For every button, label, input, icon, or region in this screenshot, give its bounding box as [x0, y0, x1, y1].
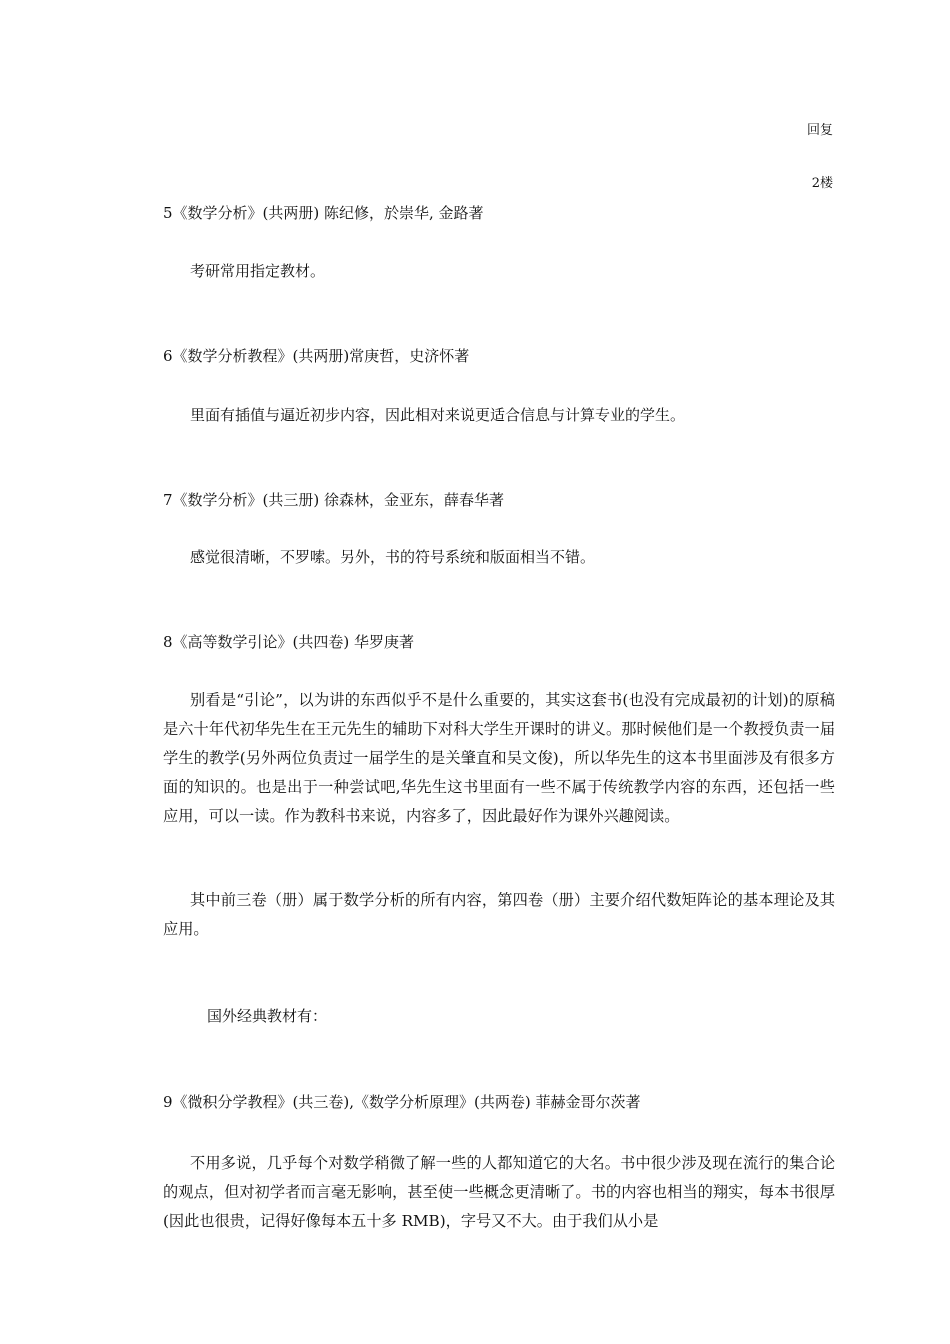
- entry-6-title: 6《数学分析教程》(共两册)常庚哲，史济怀著: [163, 347, 470, 365]
- reply-link[interactable]: 回复: [806, 123, 833, 138]
- entry-7-title: 7《数学分析》(共三册) 徐森林，金亚东，薛春华著: [163, 491, 505, 509]
- entry-9-title: 9《微积分学教程》(共三卷),《数学分析原理》(共两卷) 菲赫金哥尔茨著: [163, 1093, 641, 1111]
- entry-9-comment: 不用多说，几乎每个对数学稍微了解一些的人都知道它的大名。书中很少涉及现在流行的集合论的观点，但对初学者而言毫无影响，甚至使一些概念更清晰了。书的内容也相当的翔实，每本书很厚(因此也很贵，记得好像每本五十多 RMB)，字号又不大。由于我们从小是: [163, 1154, 835, 1230]
- entry-7-comment: 感觉很清晰，不罗嗦。另外，书的符号系统和版面相当不错。: [190, 548, 596, 566]
- entry-8-comment-2: 其中前三卷（册）属于数学分析的所有内容，第四卷（册）主要介绍代数矩阵论的基本理论及其应用。: [163, 891, 835, 938]
- entry-5-comment: 考研常用指定教材。: [190, 262, 326, 280]
- section-heading: 国外经典教材有：: [207, 1007, 328, 1025]
- entry-6-comment: 里面有插值与逼近初步内容，因此相对来说更适合信息与计算专业的学生。: [190, 406, 686, 424]
- entry-8-comment: 别看是“引论”，以为讲的东西似乎不是什么重要的，其实这套书(也没有完成最初的计划)的原稿是六十年代初华先生在王元先生的辅助下对科大学生开课时的讲义。那时候他们是一个教授负责一届学生的教学(另外两位负责过一届学生的是关肇直和吴文俊)，所以华先生的这本书里面涉及有很多方面的知识的。也是出于一种尝试吧,华先生这书里面有一些不属于传统教学内容的东西，还包括一些应用，可以一读。作为教科书来说，内容多了，因此最好作为课外兴趣阅读。: [163, 691, 835, 825]
- floor-number: 2楼: [811, 176, 833, 191]
- entry-8-title: 8《高等数学引论》(共四卷) 华罗庚著: [163, 633, 415, 651]
- entry-5-title: 5《数学分析》(共两册) 陈纪修，於崇华, 金路著: [163, 204, 484, 222]
